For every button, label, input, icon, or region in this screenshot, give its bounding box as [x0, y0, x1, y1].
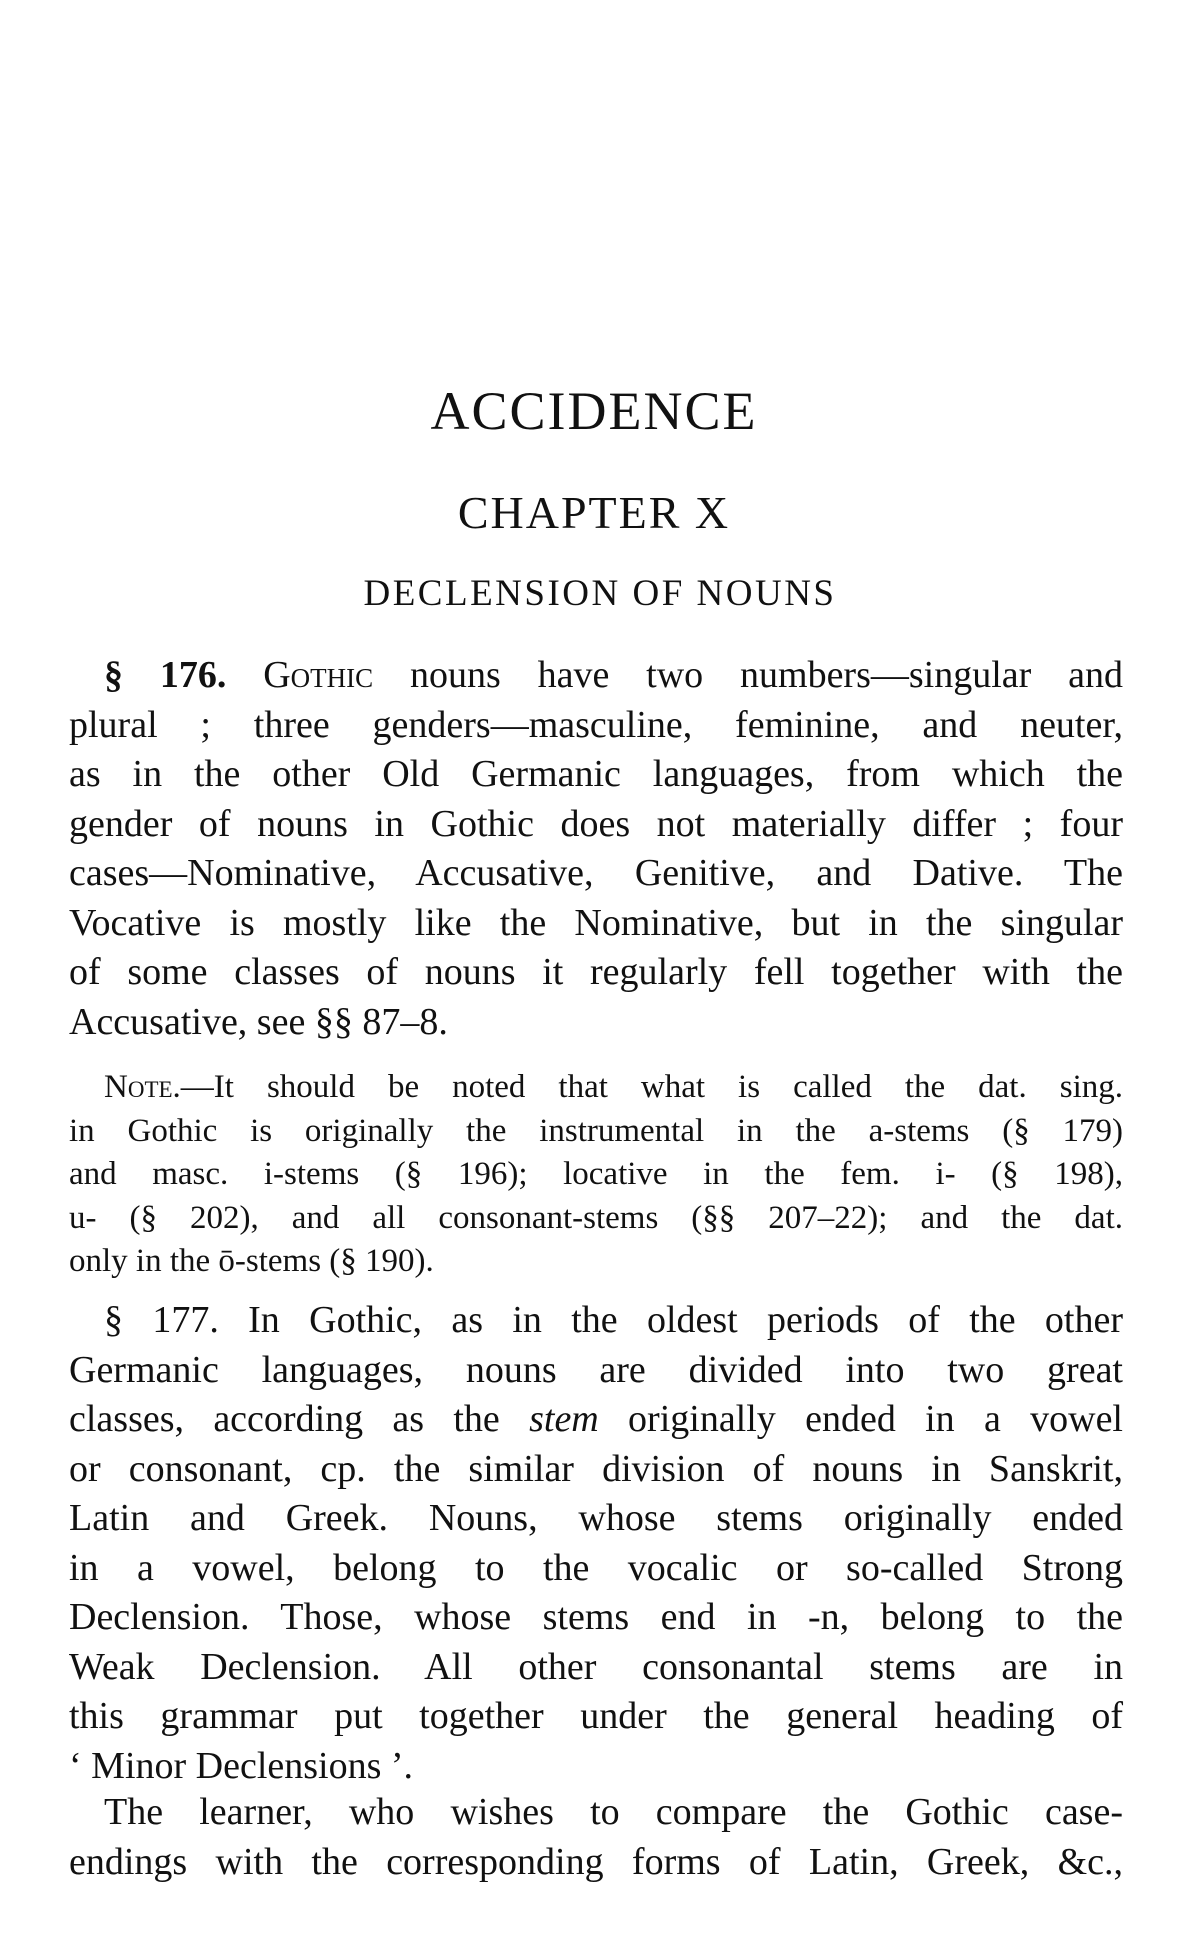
paragraph-177 [69, 1296, 1123, 1791]
paragraph-line [69, 1066, 1123, 1110]
paragraph-line: in a vowel, belong to the vocalic or so-called Strong [69, 1546, 1123, 1589]
paragraph-line: only in the ō-stems (§ 190). [69, 1243, 434, 1279]
paragraph-line [69, 651, 1123, 701]
paragraph-line: Declension. Those, whose stems end in -n, belong to the [69, 1596, 1123, 1638]
paragraph-line: endings with the corresponding forms of Latin, Greek, &c., [69, 1840, 1123, 1883]
paragraph-line: plural ; three genders—masculine, feminine, and neuter, [69, 703, 1123, 746]
paragraph-line: Vocative is mostly like the Nominative, but in the singular [69, 901, 1123, 944]
paragraph-line: this grammar put together under the general heading of [69, 1695, 1123, 1737]
paragraph-line: Germanic languages, nouns are divided into two great [69, 1348, 1123, 1391]
paragraph-line: cases—Nominative, Accusative, Genitive, and Dative. The [69, 852, 1123, 894]
paragraph-176 [69, 651, 1123, 1047]
paragraph-line: and masc. i-stems (§ 196); locative in the fem. i- (§ 198), [69, 1156, 1123, 1192]
paragraph-line: Latin and Greek. Nouns, whose stems originally ended [69, 1497, 1123, 1539]
chapter-heading: CHAPTER X [457, 487, 731, 538]
paragraph-line: ‘ Minor Declensions ’. [69, 1744, 414, 1787]
paragraph-line [69, 1296, 1123, 1346]
line-text: In Gothic, as in the oldest periods of the other [248, 1299, 1124, 1341]
paragraph-line: The learner, who wishes to compare the Gothic case- [104, 1791, 1123, 1833]
paragraph-line: or consonant, cp. the similar division of nouns in Sanskrit, [69, 1447, 1123, 1490]
paragraph-line: in Gothic is originally the instrumental in the a-stems (§ 179) [69, 1112, 1123, 1149]
paragraph-line: of some classes of nouns it regularly fell together with the [69, 951, 1123, 993]
section-heading: DECLENSION OF NOUNS [363, 573, 837, 614]
paragraph-line: classes, according as the stem originally ended in a vowel [69, 1398, 1123, 1440]
paragraph-line: as in the other Old Germanic languages, from which the [69, 753, 1123, 795]
paragraph-line: u- (§ 202), and all consonant-stems (§§ 207–22); and the dat. [69, 1199, 1123, 1236]
line-text: nouns have two numbers—singular and [409, 654, 1124, 696]
note [69, 1066, 1123, 1284]
section-number: § 176. [104, 654, 227, 696]
paragraph-line: Weak Declension. All other consonantal stems are in [69, 1645, 1123, 1688]
paragraph-line: Accusative, see §§ 87–8. [69, 1000, 448, 1043]
section-number: § 177. [104, 1299, 219, 1341]
emphasis: stem [529, 1398, 599, 1440]
note-label: Note. [104, 1069, 181, 1105]
smallcaps-word: Gothic [263, 654, 374, 696]
paragraph-learner [69, 1788, 1123, 1887]
line-text: —It should be noted that what is called the dat. sing. [180, 1069, 1123, 1105]
paragraph-line: gender of nouns in Gothic does not materially differ ; four [69, 802, 1123, 845]
part-heading: ACCIDENCE [430, 381, 758, 441]
